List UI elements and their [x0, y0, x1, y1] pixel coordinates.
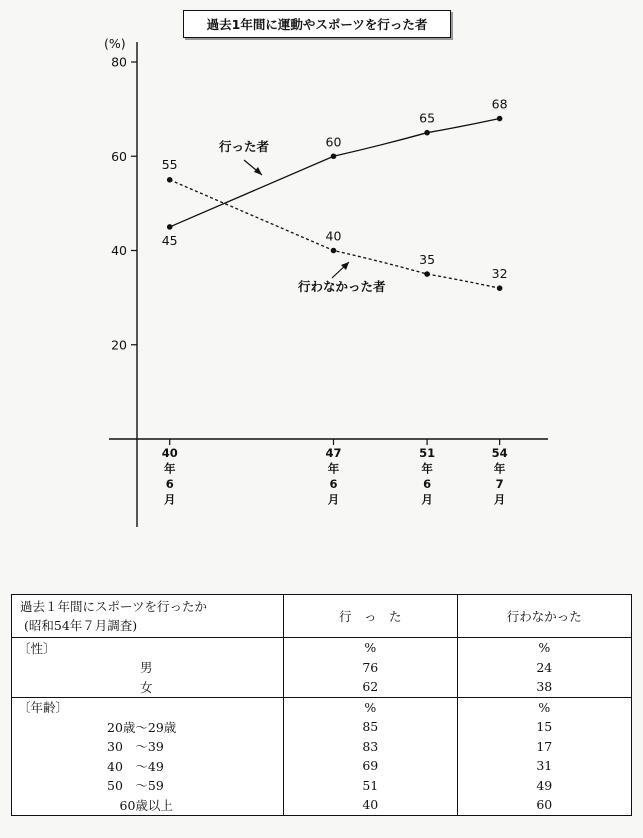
did-not-value: 15: [457, 717, 631, 737]
chart-title: 過去1年間に運動やスポーツを行った者: [183, 10, 451, 38]
x-tick-label: 54: [491, 446, 508, 460]
data-point: [167, 177, 173, 183]
x-tick-label: 47: [325, 446, 342, 460]
y-axis-unit: (%): [104, 36, 126, 51]
section-heading-row: [12, 697, 632, 717]
data-label: 55: [161, 156, 178, 172]
did-value: 76: [284, 658, 458, 678]
x-tick-label: 40: [161, 446, 178, 460]
table-row: [12, 756, 632, 776]
data-label: 40: [325, 228, 342, 244]
data-point: [497, 116, 503, 122]
series-label: 行わなかった者: [298, 279, 386, 294]
row-label: 20歳～29歳: [12, 717, 284, 737]
did-not-value: 49: [457, 776, 631, 796]
data-point: [331, 153, 337, 159]
data-label: 65: [419, 110, 436, 126]
row-label: 男: [12, 658, 284, 678]
data-point: [331, 248, 337, 254]
unit-did: %: [284, 638, 458, 658]
y-tick-label: 60: [111, 148, 127, 164]
row-label: 女: [12, 677, 284, 697]
did-value: 51: [284, 776, 458, 796]
section-heading-row: [12, 638, 632, 658]
did-not-value: 60: [457, 795, 631, 815]
x-tick-label: 7: [495, 477, 504, 491]
table-row: [12, 795, 632, 815]
table-header-row: [12, 595, 632, 638]
did-header: 行 っ た: [284, 595, 458, 638]
data-point: [424, 271, 430, 277]
row-label: 50 ～59: [12, 776, 284, 796]
series-label: 行った者: [219, 139, 270, 154]
did-value: 62: [284, 677, 458, 697]
x-tick-label: 6: [165, 477, 174, 491]
section-heading: 〔年齢〕: [12, 697, 284, 717]
x-tick-label: 月: [493, 492, 506, 507]
question-line-1: 過去１年間にスポーツを行ったか: [20, 599, 208, 614]
section-heading: 〔性〕: [12, 638, 284, 658]
y-tick-label: 20: [111, 337, 127, 353]
did-not-header: 行わなかった: [457, 595, 631, 638]
table-row: [12, 677, 632, 697]
x-tick-label: 年: [327, 461, 340, 476]
arrow-head-icon: [254, 167, 262, 175]
row-label: 30 ～39: [12, 737, 284, 757]
survey-table: [11, 594, 632, 816]
data-label: 68: [491, 96, 508, 112]
table-row: [12, 737, 632, 757]
unit-did-not: %: [457, 697, 631, 717]
did-not-value: 24: [457, 658, 631, 678]
did-value: 85: [284, 717, 458, 737]
did-not-value: 17: [457, 737, 631, 757]
data-label: 35: [419, 252, 436, 268]
question-line-2: (昭和54年７月調査): [24, 618, 138, 633]
data-label: 45: [161, 232, 178, 248]
did-value: 83: [284, 737, 458, 757]
table-row: [12, 717, 632, 737]
x-tick-label: 年: [421, 461, 433, 476]
did-value: 69: [284, 756, 458, 776]
x-tick-label: 6: [329, 477, 338, 491]
did-not-value: 31: [457, 756, 631, 776]
question-header: [12, 595, 284, 638]
data-label: 32: [491, 266, 508, 282]
y-tick-label: 80: [111, 54, 127, 70]
data-point: [424, 130, 430, 136]
data-label: 60: [325, 134, 342, 150]
did-not-value: 38: [457, 677, 631, 697]
x-tick-label: 月: [421, 492, 433, 507]
x-tick-label: 6: [423, 477, 432, 491]
x-tick-label: 年: [493, 461, 506, 476]
table-row: [12, 658, 632, 678]
data-point: [167, 224, 173, 230]
unit-did-not: %: [457, 638, 631, 658]
data-point: [497, 285, 503, 291]
x-tick-label: 年: [163, 461, 176, 476]
y-tick-label: 40: [111, 243, 127, 258]
did-value: 40: [284, 795, 458, 815]
unit-did: %: [284, 697, 458, 717]
x-tick-label: 51: [419, 446, 436, 460]
table-row: [12, 776, 632, 796]
row-label: 40 ～49: [12, 756, 284, 776]
x-tick-label: 月: [327, 492, 340, 507]
row-label: 60歳以上: [12, 795, 284, 815]
x-tick-label: 月: [163, 492, 176, 507]
